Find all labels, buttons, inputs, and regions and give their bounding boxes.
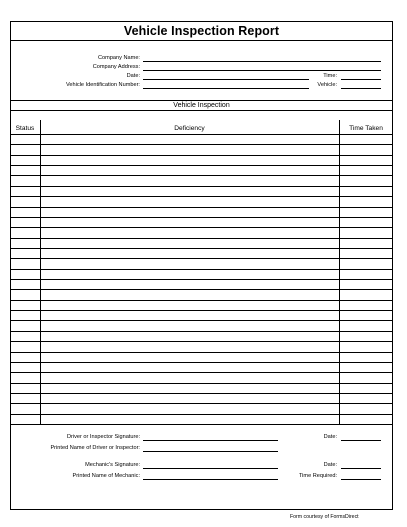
table-row-line bbox=[10, 196, 393, 197]
table-row-line bbox=[10, 320, 393, 321]
table-row-line bbox=[10, 393, 393, 394]
table-row-line bbox=[10, 383, 393, 384]
time-label: Time: bbox=[323, 73, 337, 79]
time-field[interactable] bbox=[341, 79, 381, 80]
table-row-line bbox=[10, 414, 393, 415]
printed-mechanic-name-field[interactable] bbox=[143, 479, 278, 480]
company-name-field[interactable] bbox=[143, 61, 381, 62]
driver-signature-label: Driver or Inspector Signature: bbox=[66, 434, 140, 440]
mechanic-signature-label: Mechanic's Signature: bbox=[85, 462, 140, 468]
time-required-field[interactable] bbox=[341, 479, 381, 480]
section-title: Vehicle Inspection bbox=[173, 102, 230, 109]
table-row-line bbox=[10, 258, 393, 259]
printed-mechanic-name-label: Printed Name of Mechanic: bbox=[72, 473, 140, 479]
vehicle-id-label: Vehicle Identification Number: bbox=[65, 82, 140, 88]
printed-driver-name-field[interactable] bbox=[143, 451, 278, 452]
time-required-label: Time Required: bbox=[298, 473, 337, 479]
table-row-line bbox=[10, 300, 393, 301]
company-address-field[interactable] bbox=[143, 70, 381, 71]
table-row-line bbox=[10, 207, 393, 208]
section-divider-top bbox=[10, 100, 393, 101]
driver-signature-field[interactable] bbox=[143, 440, 278, 441]
table-row-line bbox=[10, 362, 393, 363]
table-row-line bbox=[10, 217, 393, 218]
table-row-line bbox=[10, 227, 393, 228]
column-header-time-taken: Time Taken bbox=[349, 125, 383, 132]
column-header-status: Status bbox=[15, 125, 35, 132]
table-row-line bbox=[10, 403, 393, 404]
table-row-line bbox=[10, 248, 393, 249]
date-2-field[interactable] bbox=[341, 468, 381, 469]
table-row-line bbox=[10, 341, 393, 342]
table-bottom-divider bbox=[10, 424, 393, 425]
table-row-line bbox=[10, 269, 393, 270]
table-row-line bbox=[10, 279, 393, 280]
page-title: Vehicle Inspection Report bbox=[123, 24, 280, 38]
table-row-line bbox=[10, 144, 393, 145]
company-name-label: Company Name: bbox=[98, 55, 140, 61]
section-divider-bottom bbox=[10, 110, 393, 111]
title-divider bbox=[10, 40, 393, 41]
table-row-line bbox=[10, 175, 393, 176]
date-2-label: Date: bbox=[323, 462, 337, 468]
vehicle-label: Vehicle: bbox=[317, 82, 337, 88]
company-address-label: Company Address: bbox=[92, 64, 140, 70]
date-field[interactable] bbox=[143, 79, 309, 80]
table-row-line bbox=[10, 186, 393, 187]
footer-credit: Form courtesy of FormsDirect bbox=[290, 514, 359, 520]
table-row-line bbox=[10, 155, 393, 156]
printed-driver-name-label: Printed Name of Driver or Inspector: bbox=[50, 445, 140, 451]
column-header-deficiency: Deficiency bbox=[174, 125, 205, 132]
vehicle-field[interactable] bbox=[341, 88, 381, 89]
table-row-line bbox=[10, 238, 393, 239]
table-row-line bbox=[10, 372, 393, 373]
table-row-line bbox=[10, 331, 393, 332]
table-row-line bbox=[10, 352, 393, 353]
vehicle-id-field[interactable] bbox=[143, 88, 309, 89]
date-label: Date: bbox=[126, 73, 140, 79]
date-1-label: Date: bbox=[323, 434, 337, 440]
mechanic-signature-field[interactable] bbox=[143, 468, 278, 469]
table-row-line bbox=[10, 310, 393, 311]
table-row-line bbox=[10, 165, 393, 166]
table-row-line bbox=[10, 134, 393, 135]
date-1-field[interactable] bbox=[341, 440, 381, 441]
table-row-line bbox=[10, 289, 393, 290]
